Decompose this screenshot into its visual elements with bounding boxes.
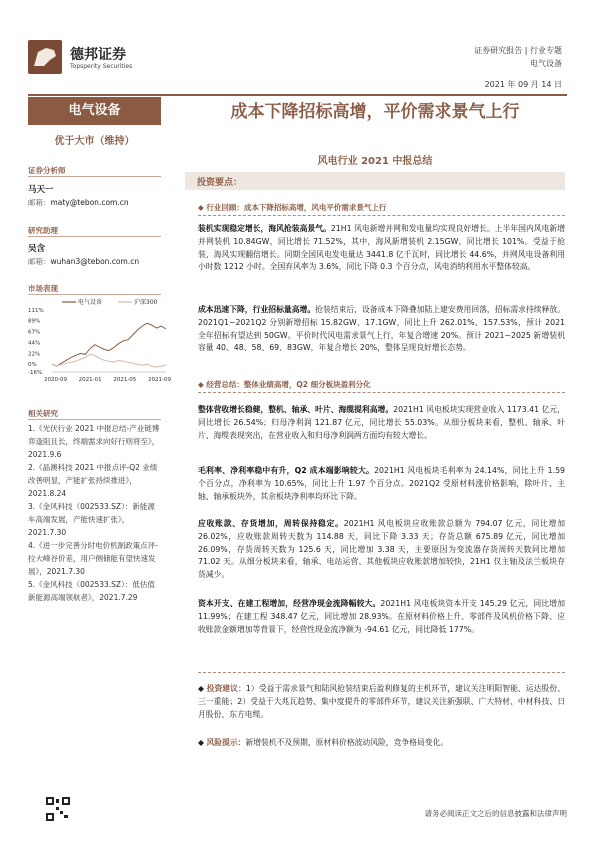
paragraph-body: 2021H1 风电板块实现营业收入 1173.41 亿元，同比增长 26.54%；归母净利润 121.87 亿元，同比增长 55.03%。从细分板块来看，整机、轴承、叶片、海缆表现突出，在营业收入和归母净利润两方面均有较大增长。 [198,405,565,440]
analyst-label: 证券分析师 [28,166,66,175]
market-chart [28,296,171,386]
y-tick-label: -16% [28,370,43,376]
paragraph-lead: 投资建议： [206,684,246,693]
paragraph-body: 1）受益于需求景气和陆风抢装结束后盈利修复的主机环节，建议关注明阳智能、运达股份、三一重能；2）受益于大兆瓦趋势、集中度提升的零部件环节，建议关注新强联、广大特材、中材科技、日月股份、东方电缆。 [198,684,565,719]
qr-icon [45,796,71,822]
paragraph [198,518,565,582]
paragraph-lead: 应收账款、存货增加，周转保持稳定。 [198,519,344,528]
legend-label: 沪深300 [134,299,158,306]
series-line [52,354,166,367]
disclaimer: 请务必阅读正文之后的信息披露和法律声明 [424,809,567,818]
paragraph-body: 2021H1 风电板块应收账款总额为 794.07 亿元，同比增加 26.02%，应收账款周转天数为 114.88 天，同比下降 3.33 天；存货总额 675.89 亿元，同比增加 26.09%，存货周转天数为 125.6 天，同比增加 3.38 天，主要原因为变流器存货周转天数同比增加 71.02 天。从细分板块来看，轴承、电站运营、其他板块应收账款增加较快，21H1 仅主轴及法兰板块存货减少。 [198,519,565,580]
section-heading: ◆ 经营总结：整体业绩高增，Q2 细分板块盈利分化 [198,380,371,389]
paragraph [198,465,565,503]
qr-code [45,796,71,822]
paragraph-body: 2021H1 风电板块资本开支 145.29 亿元，同比增加 11.99%；在建工程 348.47 亿元，同比增加 28.93%。在原材料价格上升、零部件及风机价格下降、应收账款金额增加等背景下，经营性现金流净额为 -94.61 亿元，同比降低 177%。 [198,599,565,634]
divider [28,294,161,295]
y-tick-label: 22% [28,351,41,358]
y-tick-label: 67% [28,329,41,336]
report-type: 证券研究报告 | 行业专题 [474,46,562,55]
y-tick-label: 44% [28,340,41,347]
logo-mark [28,40,62,74]
rating: 优于大市（维持） [54,136,135,147]
analyst-email [28,197,129,208]
divider [28,236,161,237]
related-item[interactable]: 2.《晶澳科技 2021 中报点评-Q2 业绩改善明显，产能扩张持续推进》，2021.8.24 [28,463,158,498]
paragraph: ◆ 风险提示：新增装机不及预期，原材料价格波动风险，竞争格局变化。 [198,738,449,747]
divider [28,419,161,420]
x-tick-label: 2021-05 [113,377,137,383]
invest-label: 投资要点： [197,178,243,188]
y-tick-label: 89% [28,318,41,325]
y-tick-label: 111% [28,308,44,314]
paragraph [198,304,565,355]
paragraph-body: 2021H1 风电板块毛利率为 24.14%，同比上升 1.59 个百分点，净利率为 10.65%，同比上升 1.97 个百分点。2021Q2 受原材料涨价格影响，除叶片、主轴、轴承板块外，其余板块净利率均环比下降。 [198,466,565,501]
header-divider [28,94,567,96]
logo-subtitle: Topsperity Securities [70,63,133,70]
related-item[interactable]: 5.《金风科技（002533.SZ）：低估值新能源高端领航者》，2021.7.29 [28,580,155,602]
related-item[interactable]: 3.《金风科技（002533.SZ）：新能源车高端发展，产能快速扩张》，2021.7.30 [28,502,155,537]
report-title: 成本下降招标高增，平价需求景气上行 [230,102,520,122]
header-meta [474,44,562,91]
paragraph-lead: 毛利率、净利率稳中有升，Q2 成本端影响较大。 [198,466,375,475]
y-tick-label: 0% [28,362,37,369]
paragraph-body: 抢装结束后，设备成本下降叠加陆上建安费用回落，招标需求持续释放。2021Q1~2021Q2 分别新增招标 15.82GW、17.1GW，同比上升 262.01%、157.53%，预计 2021 全年招标有望达到 50GW。平价时代风电需求景气上行，年复合增速 20%。预计 2021~2025 新增装机容量 40、48、58、69、83GW，年复合增长 20%，整体呈现良好增长态势。 [198,305,566,353]
logo-name: 德邦证券 [70,47,126,63]
paragraph-body: 新增装机不及预期，原材料价格波动风险，竞争格局变化。 [245,738,449,747]
section-heading-text: 经营总结：整体业绩高增，Q2 细分板块盈利分化 [206,380,371,389]
header-industry: 电气设备 [530,59,562,68]
related-item[interactable]: 4.《进一步完善分时电价机制政策点评-拉大峰谷价差，用户侧储能有望快速发展》，2021.7.30 [28,541,158,576]
x-tick-label: 2021-01 [78,377,102,383]
paragraph: ◆ 投资建议：1）受益于需求景气和陆风抢装结束后盈利修复的主机环节，建议关注明阳智能、运达股份、三一重能；2）受益于大兆瓦趋势、集中度提升的零部件环节，建议关注新强联、广大特材、中材科技、日月股份、东方电缆。 [198,684,565,719]
sector-tag: 电气设备 [28,97,161,125]
paragraph-lead: 风险提示： [206,738,246,747]
report-subtitle: 风电行业 2021 中报总结 [317,156,433,167]
section-heading-text: 行业回顾：成本下降招标高增，风电平价需求景气上行 [206,203,387,212]
section-heading: ◆ 行业回顾：成本下降招标高增，风电平价需求景气上行 [198,203,387,212]
paragraph-lead: 整体营收增长稳健，整机、轴承、叶片、海缆提利高增。 [198,405,394,414]
legend-label: 电气设备 [78,299,103,306]
email-label: 邮箱： [28,257,51,266]
related-label: 相关研究 [28,409,58,418]
report-date: 2021 年 09 月 14 日 [484,80,562,89]
analyst-name: 马天一 [28,185,54,195]
paragraph-body: 21H1 风电新增并网和发电量均实现良好增长。上半年国内风电新增并网装机 10.84GW，同比增长 71.52%，其中，海风新增装机 2.15GW，同比增长 101%。受益于抢装，海风实现翻倍增长。同期全国风电发电量达 3441.8 亿千瓦时，同比增长 44.6%，并网风电设备利用小时数 1212 小时。全国弃风率为 3.6%，同比下降 0.3 个百分点，风电消纳利用水平整体较高。 [198,224,565,272]
bull-icon [28,40,62,74]
email-value[interactable]: wuhan3@tebon.com.cn [50,257,140,266]
divider [198,672,565,673]
series-line [52,323,166,366]
related-item[interactable]: 1.《光伏行业 2021 中报总结-产业链博弈逢阻且长，终端需求向好行则将至》，2021.9.6 [28,424,160,459]
email-value[interactable]: maty@tebon.com.cn [50,198,129,207]
divider [198,392,565,393]
assistant-label: 研究助理 [28,226,58,235]
paragraph-lead: 成本迅速下降，行业招标量高增。 [198,305,316,314]
paragraph-lead: 装机实现稳定增长，海风抢装高景气。 [198,224,331,233]
assistant-email [28,256,139,267]
related-list [28,422,161,604]
x-tick-label: 2020-09 [44,377,67,383]
paragraph [198,404,565,442]
paragraph-lead: 资本开支、在建工程增加，经营净现金流降幅较大。 [198,599,381,608]
paragraph [198,598,565,636]
divider [28,176,161,177]
email-label: 邮箱： [28,198,51,207]
market-label: 市场表现 [28,284,58,293]
assistant-name: 吴含 [28,244,46,254]
paragraph [198,223,565,274]
x-tick-label: 2021-09 [148,377,171,383]
divider [198,215,565,216]
